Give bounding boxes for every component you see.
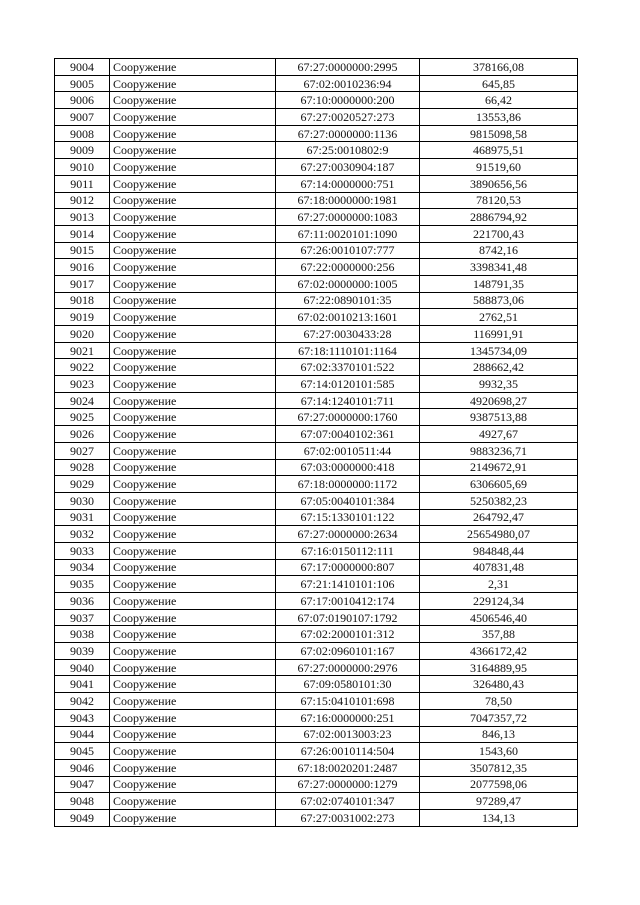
row-number-cell: 9025 <box>55 409 110 426</box>
row-number-cell: 9032 <box>55 526 110 543</box>
row-number-cell: 9035 <box>55 576 110 593</box>
cadastral-number-cell: 67:27:0031002:273 <box>276 809 420 826</box>
table-row <box>55 626 578 643</box>
cadastral-number-cell: 67:27:0030904:187 <box>276 159 420 176</box>
value-cell: 1543,60 <box>420 743 578 760</box>
row-number-cell: 9024 <box>55 392 110 409</box>
row-number-cell: 9019 <box>55 309 110 326</box>
row-number-cell: 9039 <box>55 643 110 660</box>
table-row <box>55 159 578 176</box>
cadastral-number-cell: 67:18:0000000:1981 <box>276 192 420 209</box>
row-number-cell: 9042 <box>55 693 110 710</box>
value-cell: 229124,34 <box>420 593 578 610</box>
row-number-cell: 9049 <box>55 809 110 826</box>
object-type-cell: Сооружение <box>110 159 276 176</box>
cadastral-number-cell: 67:18:0020201:2487 <box>276 759 420 776</box>
value-cell: 116991,91 <box>420 326 578 343</box>
table-row <box>55 459 578 476</box>
cadastral-number-cell: 67:02:2000101:312 <box>276 626 420 643</box>
object-type-cell: Сооружение <box>110 542 276 559</box>
value-cell: 13553,86 <box>420 109 578 126</box>
value-cell: 2149672,91 <box>420 459 578 476</box>
cadastral-number-cell: 67:21:1410101:106 <box>276 576 420 593</box>
table-row <box>55 743 578 760</box>
value-cell: 4920698,27 <box>420 392 578 409</box>
value-cell: 588873,06 <box>420 292 578 309</box>
cadastral-number-cell: 67:02:0010236:94 <box>276 75 420 92</box>
table-row <box>55 643 578 660</box>
value-cell: 645,85 <box>420 75 578 92</box>
object-type-cell: Сооружение <box>110 559 276 576</box>
object-type-cell: Сооружение <box>110 743 276 760</box>
row-number-cell: 9005 <box>55 75 110 92</box>
table-row <box>55 92 578 109</box>
row-number-cell: 9026 <box>55 426 110 443</box>
object-type-cell: Сооружение <box>110 309 276 326</box>
value-cell: 468975,51 <box>420 142 578 159</box>
cadastral-number-cell: 67:02:0000000:1005 <box>276 275 420 292</box>
table-row <box>55 726 578 743</box>
row-number-cell: 9031 <box>55 509 110 526</box>
table-row <box>55 409 578 426</box>
cadastral-number-cell: 67:15:1330101:122 <box>276 509 420 526</box>
cadastral-number-cell: 67:02:0960101:167 <box>276 643 420 660</box>
object-type-cell: Сооружение <box>110 593 276 610</box>
row-number-cell: 9044 <box>55 726 110 743</box>
object-type-cell: Сооружение <box>110 259 276 276</box>
cadastral-number-cell: 67:07:0190107:1792 <box>276 609 420 626</box>
table-row <box>55 809 578 826</box>
row-number-cell: 9012 <box>55 192 110 209</box>
row-number-cell: 9020 <box>55 326 110 343</box>
table-row <box>55 576 578 593</box>
object-type-cell: Сооружение <box>110 809 276 826</box>
object-type-cell: Сооружение <box>110 292 276 309</box>
value-cell: 8742,16 <box>420 242 578 259</box>
cadastral-number-cell: 67:10:0000000:200 <box>276 92 420 109</box>
table-row <box>55 225 578 242</box>
table-row <box>55 326 578 343</box>
object-type-cell: Сооружение <box>110 342 276 359</box>
object-type-cell: Сооружение <box>110 776 276 793</box>
object-type-cell: Сооружение <box>110 175 276 192</box>
object-type-cell: Сооружение <box>110 476 276 493</box>
object-type-cell: Сооружение <box>110 392 276 409</box>
table-row <box>55 292 578 309</box>
table-row <box>55 492 578 509</box>
object-type-cell: Сооружение <box>110 359 276 376</box>
table-row <box>55 476 578 493</box>
object-type-cell: Сооружение <box>110 125 276 142</box>
row-number-cell: 9041 <box>55 676 110 693</box>
value-cell: 407831,48 <box>420 559 578 576</box>
value-cell: 134,13 <box>420 809 578 826</box>
row-number-cell: 9021 <box>55 342 110 359</box>
value-cell: 4506546,40 <box>420 609 578 626</box>
cadastral-number-cell: 67:26:0010114:504 <box>276 743 420 760</box>
cadastral-number-cell: 67:26:0010107:777 <box>276 242 420 259</box>
table-row <box>55 109 578 126</box>
table-row <box>55 659 578 676</box>
cadastral-number-cell: 67:25:0010802:9 <box>276 142 420 159</box>
cadastral-number-cell: 67:27:0000000:2976 <box>276 659 420 676</box>
table-row <box>55 526 578 543</box>
row-number-cell: 9048 <box>55 793 110 810</box>
object-type-cell: Сооружение <box>110 643 276 660</box>
table-row <box>55 609 578 626</box>
value-cell: 1345734,09 <box>420 342 578 359</box>
table-row <box>55 759 578 776</box>
table-row <box>55 542 578 559</box>
object-type-cell: Сооружение <box>110 59 276 76</box>
value-cell: 97289,47 <box>420 793 578 810</box>
object-type-cell: Сооружение <box>110 492 276 509</box>
cadastral-number-cell: 67:07:0040102:361 <box>276 426 420 443</box>
cadastral-number-cell: 67:22:0000000:256 <box>276 259 420 276</box>
table-row <box>55 392 578 409</box>
value-cell: 2077598,06 <box>420 776 578 793</box>
object-type-cell: Сооружение <box>110 275 276 292</box>
object-type-cell: Сооружение <box>110 526 276 543</box>
row-number-cell: 9045 <box>55 743 110 760</box>
table-row <box>55 676 578 693</box>
row-number-cell: 9008 <box>55 125 110 142</box>
value-cell: 3507812,35 <box>420 759 578 776</box>
value-cell: 66,42 <box>420 92 578 109</box>
row-number-cell: 9036 <box>55 593 110 610</box>
table-row <box>55 242 578 259</box>
value-cell: 326480,43 <box>420 676 578 693</box>
row-number-cell: 9038 <box>55 626 110 643</box>
row-number-cell: 9040 <box>55 659 110 676</box>
cadastral-number-cell: 67:27:0000000:1760 <box>276 409 420 426</box>
row-number-cell: 9017 <box>55 275 110 292</box>
object-type-cell: Сооружение <box>110 576 276 593</box>
cadastral-number-cell: 67:18:1110101:1164 <box>276 342 420 359</box>
value-cell: 91519,60 <box>420 159 578 176</box>
table-row <box>55 209 578 226</box>
cadastral-number-cell: 67:03:0000000:418 <box>276 459 420 476</box>
object-type-cell: Сооружение <box>110 209 276 226</box>
row-number-cell: 9046 <box>55 759 110 776</box>
row-number-cell: 9016 <box>55 259 110 276</box>
cadastral-number-cell: 67:11:0020101:1090 <box>276 225 420 242</box>
row-number-cell: 9009 <box>55 142 110 159</box>
row-number-cell: 9006 <box>55 92 110 109</box>
object-type-cell: Сооружение <box>110 626 276 643</box>
value-cell: 4927,67 <box>420 426 578 443</box>
value-cell: 2762,51 <box>420 309 578 326</box>
table-row <box>55 59 578 76</box>
cadastral-number-cell: 67:27:0030433:28 <box>276 326 420 343</box>
table-row <box>55 75 578 92</box>
value-cell: 78120,53 <box>420 192 578 209</box>
table-row <box>55 342 578 359</box>
object-type-cell: Сооружение <box>110 75 276 92</box>
document-page <box>54 58 577 827</box>
value-cell: 9932,35 <box>420 376 578 393</box>
object-type-cell: Сооружение <box>110 442 276 459</box>
table-row <box>55 593 578 610</box>
value-cell: 3890656,56 <box>420 175 578 192</box>
object-type-cell: Сооружение <box>110 709 276 726</box>
cadastral-number-cell: 67:02:0740101:347 <box>276 793 420 810</box>
object-type-cell: Сооружение <box>110 459 276 476</box>
value-cell: 846,13 <box>420 726 578 743</box>
value-cell: 9815098,58 <box>420 125 578 142</box>
cadastral-number-cell: 67:27:0000000:1136 <box>276 125 420 142</box>
table-row <box>55 175 578 192</box>
value-cell: 148791,35 <box>420 275 578 292</box>
value-cell: 984848,44 <box>420 542 578 559</box>
row-number-cell: 9010 <box>55 159 110 176</box>
cadastral-number-cell: 67:16:0000000:251 <box>276 709 420 726</box>
value-cell: 221700,43 <box>420 225 578 242</box>
cadastral-number-cell: 67:09:0580101:30 <box>276 676 420 693</box>
table-row <box>55 142 578 159</box>
object-type-cell: Сооружение <box>110 726 276 743</box>
table-row <box>55 442 578 459</box>
object-type-cell: Сооружение <box>110 509 276 526</box>
cadastral-number-cell: 67:14:0120101:585 <box>276 376 420 393</box>
value-cell: 4366172,42 <box>420 643 578 660</box>
object-type-cell: Сооружение <box>110 676 276 693</box>
table-row <box>55 376 578 393</box>
cadastral-number-cell: 67:17:0000000:807 <box>276 559 420 576</box>
cadastral-number-cell: 67:05:0040101:384 <box>276 492 420 509</box>
object-type-cell: Сооружение <box>110 242 276 259</box>
value-cell: 2886794,92 <box>420 209 578 226</box>
object-type-cell: Сооружение <box>110 326 276 343</box>
row-number-cell: 9023 <box>55 376 110 393</box>
table-row <box>55 559 578 576</box>
object-type-cell: Сооружение <box>110 225 276 242</box>
table-row <box>55 693 578 710</box>
object-type-cell: Сооружение <box>110 693 276 710</box>
row-number-cell: 9013 <box>55 209 110 226</box>
object-type-cell: Сооружение <box>110 659 276 676</box>
value-cell: 288662,42 <box>420 359 578 376</box>
table-row <box>55 359 578 376</box>
cadastral-number-cell: 67:14:1240101:711 <box>276 392 420 409</box>
value-cell: 7047357,72 <box>420 709 578 726</box>
cadastral-number-cell: 67:27:0000000:1083 <box>276 209 420 226</box>
row-number-cell: 9030 <box>55 492 110 509</box>
table-row <box>55 709 578 726</box>
table-row <box>55 509 578 526</box>
row-number-cell: 9029 <box>55 476 110 493</box>
table-row <box>55 426 578 443</box>
row-number-cell: 9034 <box>55 559 110 576</box>
value-cell: 378166,08 <box>420 59 578 76</box>
value-cell: 9883236,71 <box>420 442 578 459</box>
value-cell: 5250382,23 <box>420 492 578 509</box>
cadastral-number-cell: 67:18:0000000:1172 <box>276 476 420 493</box>
cadastral-number-cell: 67:22:0890101:35 <box>276 292 420 309</box>
value-cell: 3398341,48 <box>420 259 578 276</box>
value-cell: 6306605,69 <box>420 476 578 493</box>
row-number-cell: 9043 <box>55 709 110 726</box>
cadastral-number-cell: 67:02:0010213:1601 <box>276 309 420 326</box>
cadastral-number-cell: 67:14:0000000:751 <box>276 175 420 192</box>
table-row <box>55 259 578 276</box>
table-body <box>55 59 578 827</box>
row-number-cell: 9015 <box>55 242 110 259</box>
value-cell: 357,88 <box>420 626 578 643</box>
object-type-cell: Сооружение <box>110 793 276 810</box>
cadastral-number-cell: 67:27:0000000:2634 <box>276 526 420 543</box>
table-row <box>55 275 578 292</box>
table-row <box>55 793 578 810</box>
row-number-cell: 9022 <box>55 359 110 376</box>
cadastral-number-cell: 67:02:3370101:522 <box>276 359 420 376</box>
cadastral-number-cell: 67:17:0010412:174 <box>276 593 420 610</box>
cadastral-number-cell: 67:27:0000000:2995 <box>276 59 420 76</box>
table-row <box>55 192 578 209</box>
row-number-cell: 9007 <box>55 109 110 126</box>
object-type-cell: Сооружение <box>110 109 276 126</box>
object-type-cell: Сооружение <box>110 142 276 159</box>
cadastral-number-cell: 67:27:0020527:273 <box>276 109 420 126</box>
object-type-cell: Сооружение <box>110 759 276 776</box>
row-number-cell: 9027 <box>55 442 110 459</box>
cadastral-number-cell: 67:15:0410101:698 <box>276 693 420 710</box>
cadastral-number-cell: 67:16:0150112:111 <box>276 542 420 559</box>
cadastral-number-cell: 67:02:0013003:23 <box>276 726 420 743</box>
row-number-cell: 9011 <box>55 175 110 192</box>
cadastral-number-cell: 67:02:0010511:44 <box>276 442 420 459</box>
row-number-cell: 9018 <box>55 292 110 309</box>
row-number-cell: 9014 <box>55 225 110 242</box>
object-type-cell: Сооружение <box>110 192 276 209</box>
row-number-cell: 9004 <box>55 59 110 76</box>
row-number-cell: 9033 <box>55 542 110 559</box>
row-number-cell: 9047 <box>55 776 110 793</box>
value-cell: 25654980,07 <box>420 526 578 543</box>
table-row <box>55 776 578 793</box>
object-type-cell: Сооружение <box>110 409 276 426</box>
object-type-cell: Сооружение <box>110 609 276 626</box>
row-number-cell: 9028 <box>55 459 110 476</box>
value-cell: 78,50 <box>420 693 578 710</box>
object-type-cell: Сооружение <box>110 426 276 443</box>
row-number-cell: 9037 <box>55 609 110 626</box>
cadastral-number-cell: 67:27:0000000:1279 <box>276 776 420 793</box>
table-row <box>55 125 578 142</box>
table-row <box>55 309 578 326</box>
value-cell: 3164889,95 <box>420 659 578 676</box>
value-cell: 9387513,88 <box>420 409 578 426</box>
object-type-cell: Сооружение <box>110 92 276 109</box>
value-cell: 264792,47 <box>420 509 578 526</box>
value-cell: 2,31 <box>420 576 578 593</box>
object-type-cell: Сооружение <box>110 376 276 393</box>
property-table <box>54 58 578 827</box>
